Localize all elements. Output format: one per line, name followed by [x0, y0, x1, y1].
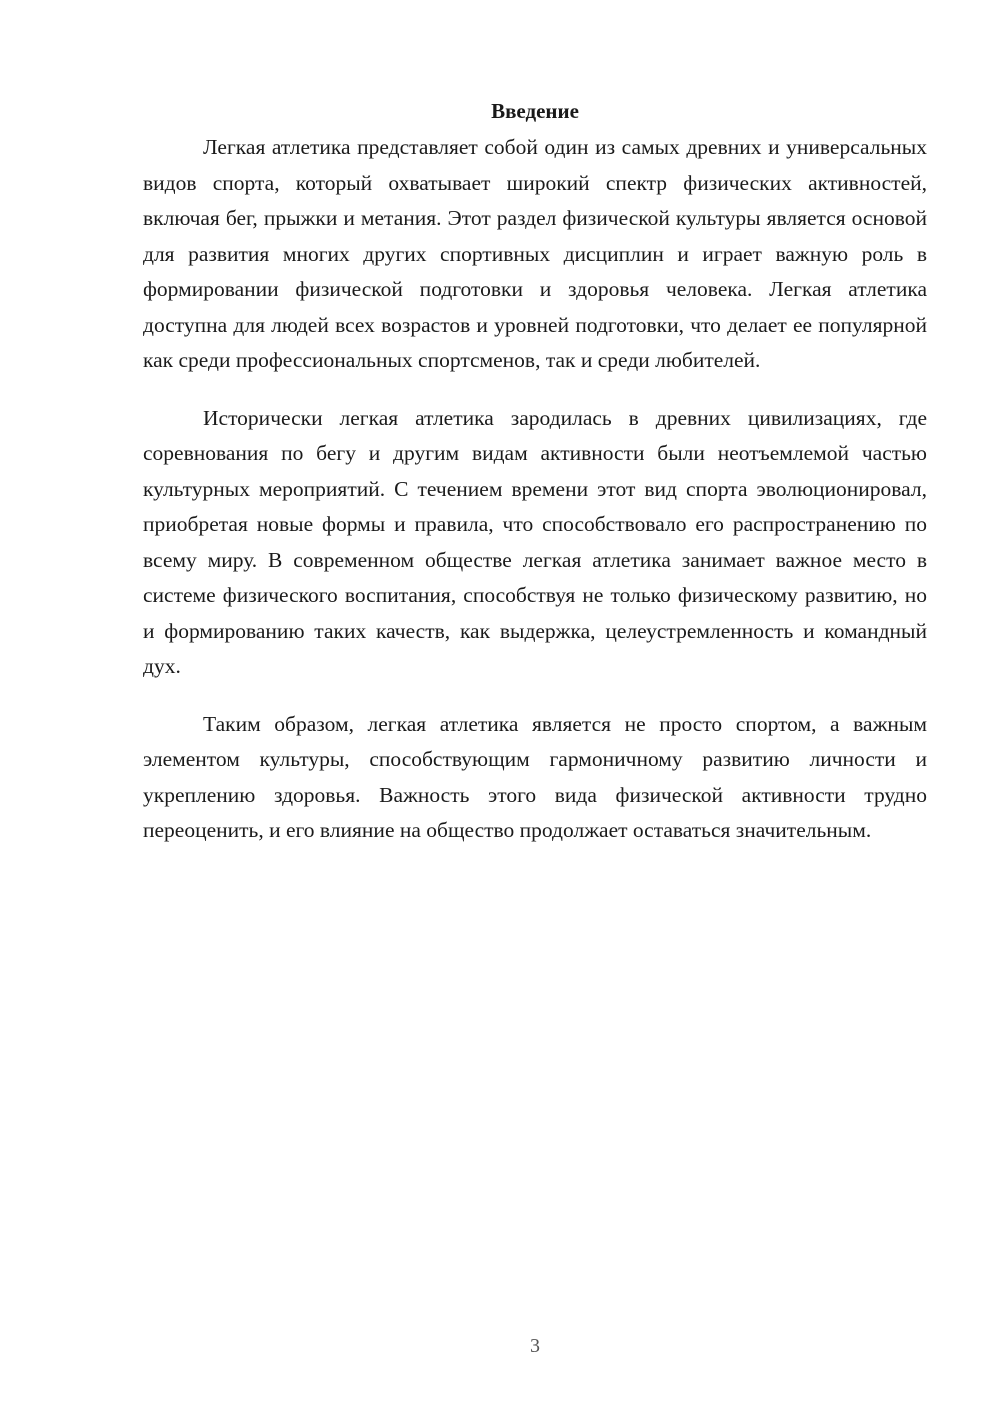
section-heading: Введение [491, 99, 579, 123]
paragraph-intro: Легкая атлетика представляет собой один из самых древних и универсальных видов спорта, который охватывает широкий спектр физических активностей, включая бег, прыжки и метания. Этот раздел физической культуры является основой для развития многих других спортивных дисциплин и играет важную роль в формировании физической подготовки и здоровья человека. Легкая атлетика доступна для людей всех возрастов и уровней подготовки, что делает ее популярной как среди профессиональных спортсменов, так и среди любителей. [143, 135, 927, 372]
page-content [143, 96, 927, 871]
paragraph-conclusion: Таким образом, легкая атлетика является не просто спортом, а важным элементом культуры, способствующим гармоничному развитию личности и укреплению здоровья. Важность этого вида физической активности трудно переоценить, и его влияние на общество продолжает оставаться значительным. [143, 711, 927, 842]
paragraph-history: Исторически легкая атлетика зародилась в древних цивилизациях, где соревнования по бегу и другим видам активности были неотъемлемой частью культурных мероприятий. С течением времени этот вид спорта эволюционировал, приобретая новые формы и правила, что способствовало его распространению по всему миру. В современном обществе легкая атлетика занимает важное место в системе физического воспитания, способствуя не только физическому развитию, но и формированию таких качеств, как выдержка, целеустремленность и командный дух. [143, 405, 927, 678]
page-number: 3 [530, 1335, 540, 1357]
